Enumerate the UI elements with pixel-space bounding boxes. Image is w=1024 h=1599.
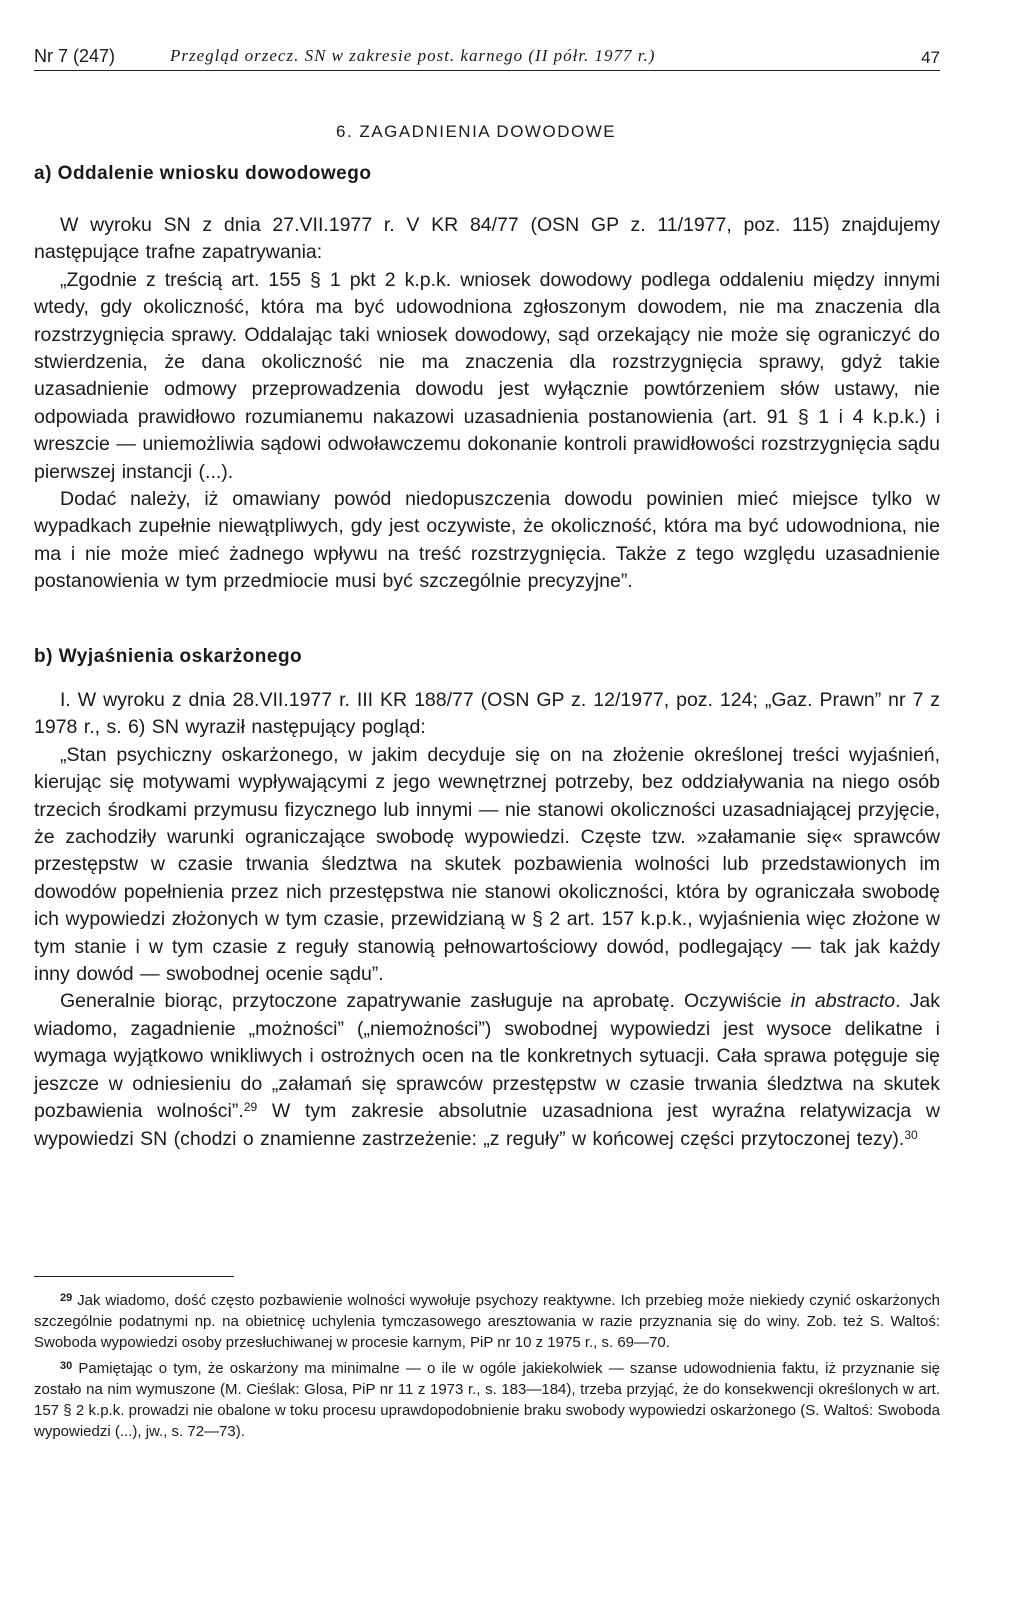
subsection-a-body <box>34 212 940 596</box>
section-title: 6. ZAGADNIENIA DOWODOWE <box>336 122 617 141</box>
footnote-ref: 29 <box>243 1100 258 1115</box>
paragraph: „Zgodnie z treścią art. 155 § 1 pkt 2 k.p.k. wniosek dowodowy podlega oddaleniu między innymi wtedy, gdy okoliczność, która ma być udowodniona zgłoszonym dowodem, nie ma znaczenia dla rozstrzygnięcia sprawy. Oddalając taki wniosek dowodowy, sąd orzekający nie może się ograniczyć do stwierdzenia, że dana okoliczność nie ma znaczenia dla rozstrzygnięcia sprawy, gdyż takie uzasadnienie odmowy przeprowadzenia dowodu jest wyłącznie powtórzeniem słów ustawy, nie odpowiada prawidłowo rozumianemu nakazowi uzasadnienia postanowienia (art. 91 § 1 i 4 k.p.k.) i wreszcie — uniemożliwia sądowi odwoławczemu dokonanie kontroli prawidłowości rozstrzygnięcia sądu pierwszej instancji (...). <box>34 268 940 483</box>
running-header <box>34 30 940 71</box>
subsection-b-heading: b) Wyjaśnienia oskarżonego <box>34 646 303 667</box>
footnotes <box>34 1288 940 1445</box>
text-run: W tym zakresie absolutnie uzasadniona jest wyraźna relatywizacja w wypowiedzi SN (chodzi o znamienne zastrzeżenie: „z reguły” w końcowej części przytoczonej tezy). <box>34 1100 941 1150</box>
page-number: 47 <box>921 48 940 67</box>
footnote <box>34 1356 940 1442</box>
subsection-a-heading: a) Oddalenie wniosku dowodowego <box>34 163 372 184</box>
footnote <box>34 1288 940 1353</box>
subsection-b-body <box>34 687 940 1153</box>
footnote-text: Jak wiadomo, dość często pozbawienie wolności wywołuje psychozy reaktywne. Ich przebieg może niekiedy czynić oskarżonych szczególnie podatnymi np. na obietnicę uchylenia tymczasowego aresztowania w razie przyznania się do winy. Zob. też S. Waltoś: Swoboda wypowiedzi osoby przesłuchiwanej w procesie karnym, PiP nr 10 z 1975 r., s. 69—70. <box>34 1292 940 1351</box>
footnote-number: 30 <box>60 1360 73 1372</box>
paragraph: I. W wyroku z dnia 28.VII.1977 r. III KR 188/77 (OSN GP z. 12/1977, poz. 124; „Gaz. Prawn” nr 7 z 1978 r., s. 6) SN wyraził następujący pogląd: <box>34 689 940 739</box>
latin-phrase: in abstracto <box>790 990 896 1013</box>
paragraph <box>34 988 940 1152</box>
document-page <box>34 30 941 1440</box>
journal-title: Przegląd orzecz. SN w zakresie post. karnego (II półr. 1977 r.) <box>170 46 656 65</box>
paragraph: „Stan psychiczny oskarżonego, w jakim decyduje się on na złożenie określonej treści wyjaśnień, kierując się motywami wypływającymi z jego wewnętrznej potrzeby, bez oddziaływania na niego osób trzecich środkami przymusu fizycznego lub innymi — nie stanowi okoliczności uzasadniającej przyjęcie, że zachodziły warunki ograniczające swobodę wypowiedzi. Częste tzw. »załamanie się« sprawców przestępstw w czasie trwania śledztwa na skutek pozbawienia wolności lub przedstawionych im dowodów popełnienia przez nich przestępstwa nie stanowi okoliczności, która by ograniczała swobodę ich wypowiedzi złożonych w tym czasie, przewidzianą w § 2 art. 157 k.p.k., wyjaśnienia więc złożone w tym stanie i w tym czasie z reguły stanowią pełnowartościowy dowód, podlegający — tak jak każdy inny dowód — swobodnej ocenie sądu”. <box>34 743 940 986</box>
text-run: Generalnie biorąc, przytoczone zapatrywanie zasługuje na aprobatę. Oczywiście <box>60 990 791 1013</box>
footnote-ref: 30 <box>904 1127 918 1142</box>
text-run: . Jak wiadomo, zagadnienie „możności” („niemożności”) swobodnej wypowiedzi jest wysoce delikatne i wymaga wyjątkowo wnikliwych i ostrożnych ocen na tle konkretnych sytuacji. Cała sprawa potęguje się jeszcze w odniesieniu do „załamań się sprawców przestępstw w czasie trwania śledztwa na skutek pozbawienia wolności”. <box>34 990 940 1123</box>
paragraph: Dodać należy, iż omawiany powód niedopuszczenia dowodu powinien mieć miejsce tylko w wypadkach zupełnie niewątpliwych, gdy jest oczywiste, że okoliczność, która ma być udowodniona, nie ma i nie może mieć żadnego wpływu na treść rozstrzygnięcia. Także z tego względu uzasadnienie postanowienia w tym przedmiocie musi być szczególnie precyzyjne”. <box>34 488 940 593</box>
footnote-text: Pamiętając o tym, że oskarżony ma minimalne — o ile w ogóle jakiekolwiek — szanse udowodnienia faktu, iż przyznanie się zostało na nim wymuszone (M. Cieślak: Glosa, PiP nr 11 z 1973 r., s. 183—184), trzeba przyjąć, że do konsekwencji określonych w art. 157 § 2 k.p.k. prowadzi nie obalone w toku procesu uprawdopodobnienie braku swobody wypowiedzi oskarżonego (S. Waltoś: Swoboda wypowiedzi (...), jw., s. 72—73). <box>34 1360 940 1440</box>
footnote-divider <box>34 1276 234 1277</box>
paragraph: W wyroku SN z dnia 27.VII.1977 r. V KR 84/77 (OSN GP z. 11/1977, poz. 115) znajdujemy następujące trafne zapatrywania: <box>34 214 940 264</box>
footnote-number: 29 <box>60 1292 73 1304</box>
issue-number: Nr 7 (247) <box>34 46 116 66</box>
